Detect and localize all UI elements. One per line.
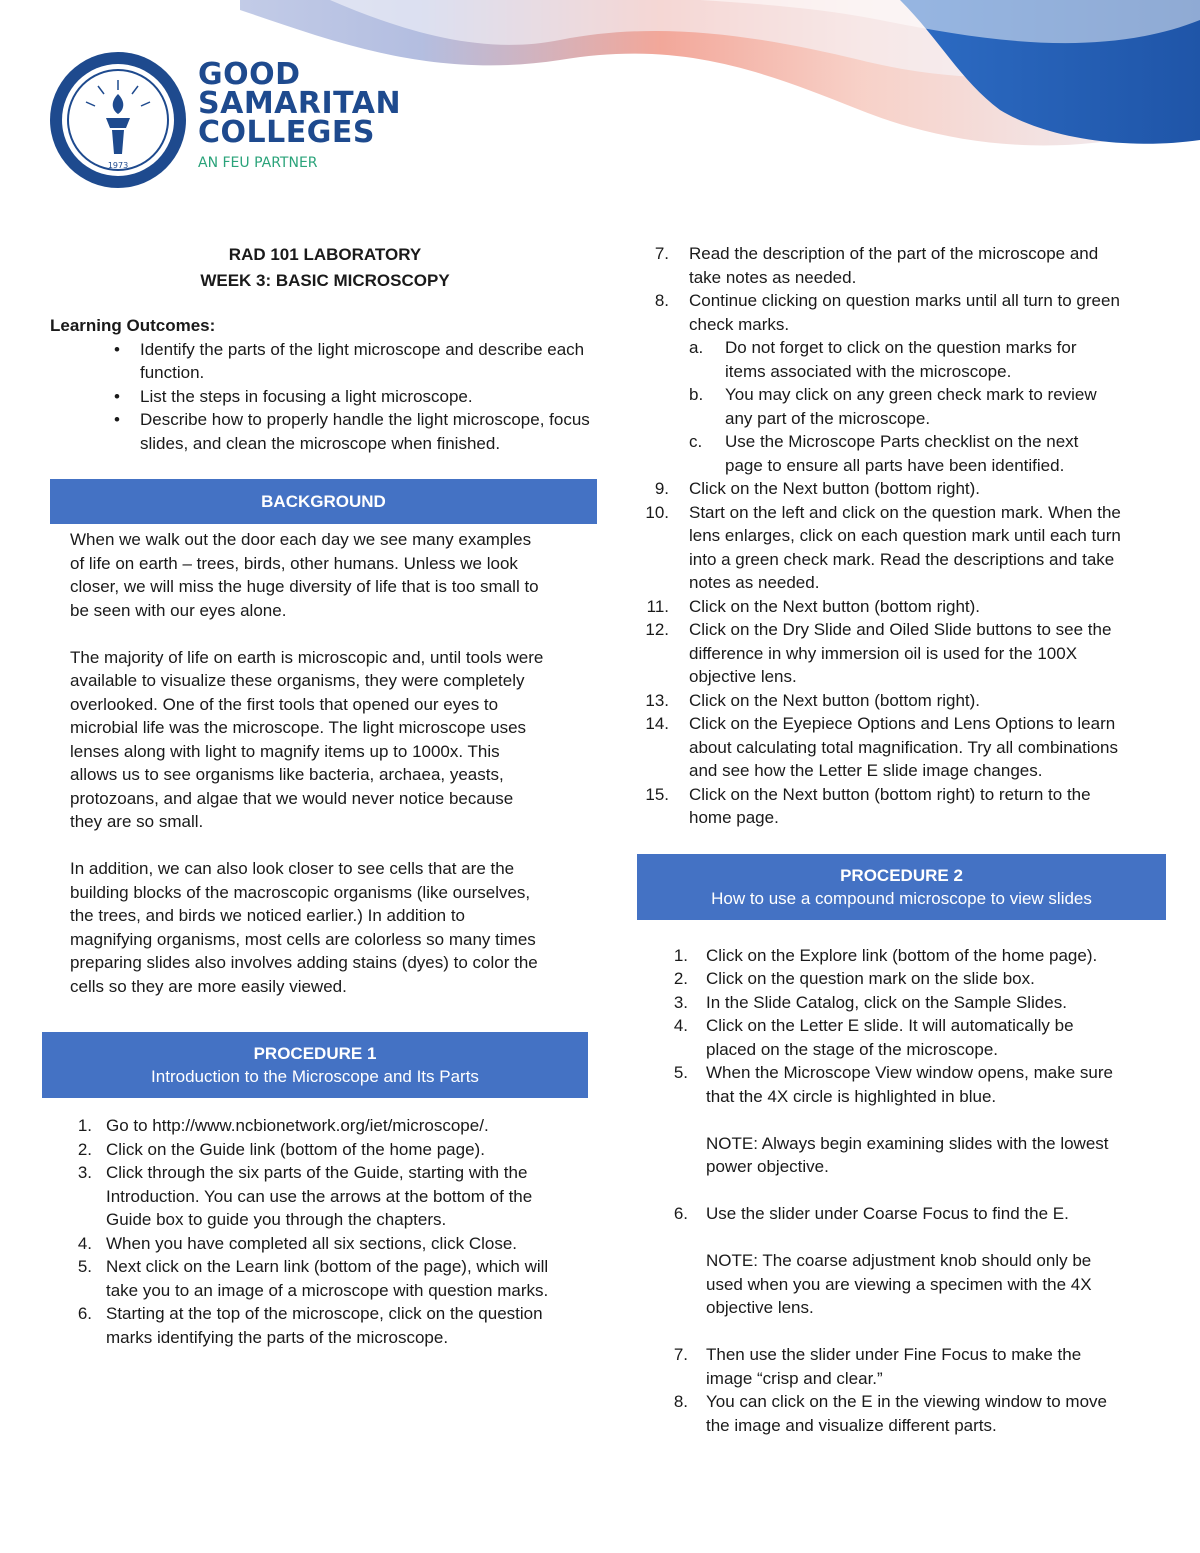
learning-outcomes-heading: Learning Outcomes: <box>50 316 216 335</box>
right-column <box>637 242 1172 1437</box>
list-item: 4. When you have completed all six sections, click Close. <box>77 1233 518 1253</box>
list-item: 1. Click on the Explore link (bottom of the home page). <box>673 945 1098 965</box>
list-item: 3. Click through the six parts of the Guide, starting with the Introduction. You can use the arrows at the bottom of the Guide box to guide you through the chapters. <box>77 1163 533 1229</box>
brand-line-3: COLLEGES <box>198 115 375 150</box>
background-paragraph: In addition, we can also look closer to see cells that are the building blocks of the macroscopic organisms (like ourselves, the trees, and birds we noticed earlier.) In addition to magnifying organisms, most cells are colorless so many times preparing slides also involves adding stains (dyes) to color the cells so they are more easily viewed. <box>70 859 538 996</box>
list-item: 7. Then use the slider under Fine Focus to make the image “crisp and clear.” <box>673 1345 1082 1388</box>
procedure-1-heading-bar <box>42 1032 588 1098</box>
procedure-2-heading-bar <box>637 854 1166 920</box>
list-item: 12. Click on the Dry Slide and Oiled Slide buttons to see the difference in why immersion oil is used for the 100X objective lens. <box>645 620 1112 686</box>
list-item: 2. Click on the question mark on the slide box. <box>673 969 1035 988</box>
procedure-1-heading: PROCEDURE 1 <box>253 1044 377 1063</box>
list-item: • Identify the parts of the light microscope and describe each function. <box>140 338 600 385</box>
brand-line-2: SAMARITAN <box>198 86 402 121</box>
list-item: 3. In the Slide Catalog, click on the Sample Slides. <box>673 992 1067 1012</box>
background-paragraph: When we walk out the door each day we see many examples of life on earth – trees, birds, other humans. Unless we look closer, we will miss the huge diversity of life that is too small to be seen with our eyes alone. <box>70 530 539 620</box>
left-column <box>50 240 600 1349</box>
title-line-2: WEEK 3: BASIC MICROSCOPY <box>200 271 450 290</box>
list-item: • List the steps in focusing a light microscope. <box>140 385 600 409</box>
list-item: 9. Click on the Next button (bottom right). <box>654 479 981 498</box>
list-item: a. Do not forget to click on the question marks for items associated with the microscope. <box>689 338 1077 381</box>
list-item: c. Use the Microscope Parts checklist on the next page to ensure all parts have been identified. <box>689 432 1079 475</box>
college-seal-logo <box>48 50 188 190</box>
list-item: 5. When the Microscope View window opens, make sure that the 4X circle is highlighted in blue. <box>673 1063 1113 1106</box>
list-item: 6. Starting at the top of the microscope, click on the question marks identifying the parts of the microscope. <box>77 1304 543 1347</box>
procedure-1-subtitle: Introduction to the Microscope and Its Parts <box>151 1067 479 1086</box>
list-item: • Describe how to properly handle the light microscope, focus slides, and clean the microscope when finished. <box>140 408 600 455</box>
list-item: 11. Click on the Next button (bottom right). <box>646 596 981 616</box>
background-text <box>50 528 550 998</box>
list-item: 15. Click on the Next button (bottom right) to return to the home page. <box>645 784 1091 827</box>
note: NOTE: The coarse adjustment knob should only be used when you are viewing a specimen with the 4X objective lens. <box>706 1251 1092 1317</box>
note: NOTE: Always begin examining slides with the lowest power objective. <box>706 1133 1109 1176</box>
procedure-2-steps <box>637 944 1126 1438</box>
background-paragraph: The majority of life on earth is microscopic and, until tools were available to visualize these organisms, they were completely overlooked. One of the first tools that opened our eyes to microbial life was the microscope. The light microscope uses lenses along with light to magnify items up to 1000x. This allows us to see organisms like bacteria, archaea, yeasts, protozoans, and algae that we would never notice because they are so small. <box>70 647 544 831</box>
list-item: 14. Click on the Eyepiece Options and Lens Options to learn about calculating total magnification. Try all combinations and see how the Letter E slide image changes. <box>645 714 1119 780</box>
brand-line-1: GOOD <box>198 57 301 92</box>
list-item: 6. Use the slider under Coarse Focus to find the E. <box>673 1204 1069 1223</box>
procedure-1-steps-continued <box>637 242 1129 830</box>
list-item: 10. Start on the left and click on the question mark. When the lens enlarges, click on each question mark until each turn into a green check mark. Read the descriptions and take notes as needed. <box>645 502 1121 592</box>
procedure-1-substeps <box>689 336 1099 477</box>
list-item: 5. Next click on the Learn link (bottom of the page), which will take you to an image of a microscope with question marks. <box>77 1257 549 1300</box>
list-item: b. You may click on any green check mark to review any part of the microscope. <box>689 385 1097 428</box>
list-item: 2. Click on the Guide link (bottom of the home page). <box>77 1139 485 1159</box>
background-heading: BACKGROUND <box>261 492 386 511</box>
list-item: 8. You can click on the E in the viewing window to move the image and visualize different parts. <box>673 1392 1107 1435</box>
title-line-1: RAD 101 LABORATORY <box>228 245 422 264</box>
procedure-1-steps <box>50 1114 556 1349</box>
background-heading-bar <box>50 479 597 524</box>
page-title <box>50 242 600 294</box>
list-item: 1. Go to http://www.ncbionetwork.org/iet/microscope/. <box>77 1116 489 1135</box>
list-item: 4. Click on the Letter E slide. It will automatically be placed on the stage of the microscope. <box>673 1016 1074 1059</box>
procedure-2-heading: PROCEDURE 2 <box>840 865 963 885</box>
seal-year: 1973 <box>107 161 129 170</box>
list-item: 7. Read the description of the part of the microscope and take notes as needed. <box>654 244 1099 287</box>
learning-outcomes-list <box>50 338 600 456</box>
brand-tagline: AN FEU PARTNER <box>198 155 318 171</box>
list-item: 13. Click on the Next button (bottom right). <box>645 690 981 710</box>
procedure-2-subtitle: How to use a compound microscope to view slides <box>711 888 1092 908</box>
list-item: 8. Continue clicking on question marks until all turn to green check marks. a. Do not forget to click on the question marks for items associated with the microscope. b. You may click on any green check mark to review any part of the microscope. c. Use the Microscope Parts checklist on the next page to ensure all parts have been identified. <box>689 289 1129 477</box>
brand-wordmark <box>198 57 402 171</box>
